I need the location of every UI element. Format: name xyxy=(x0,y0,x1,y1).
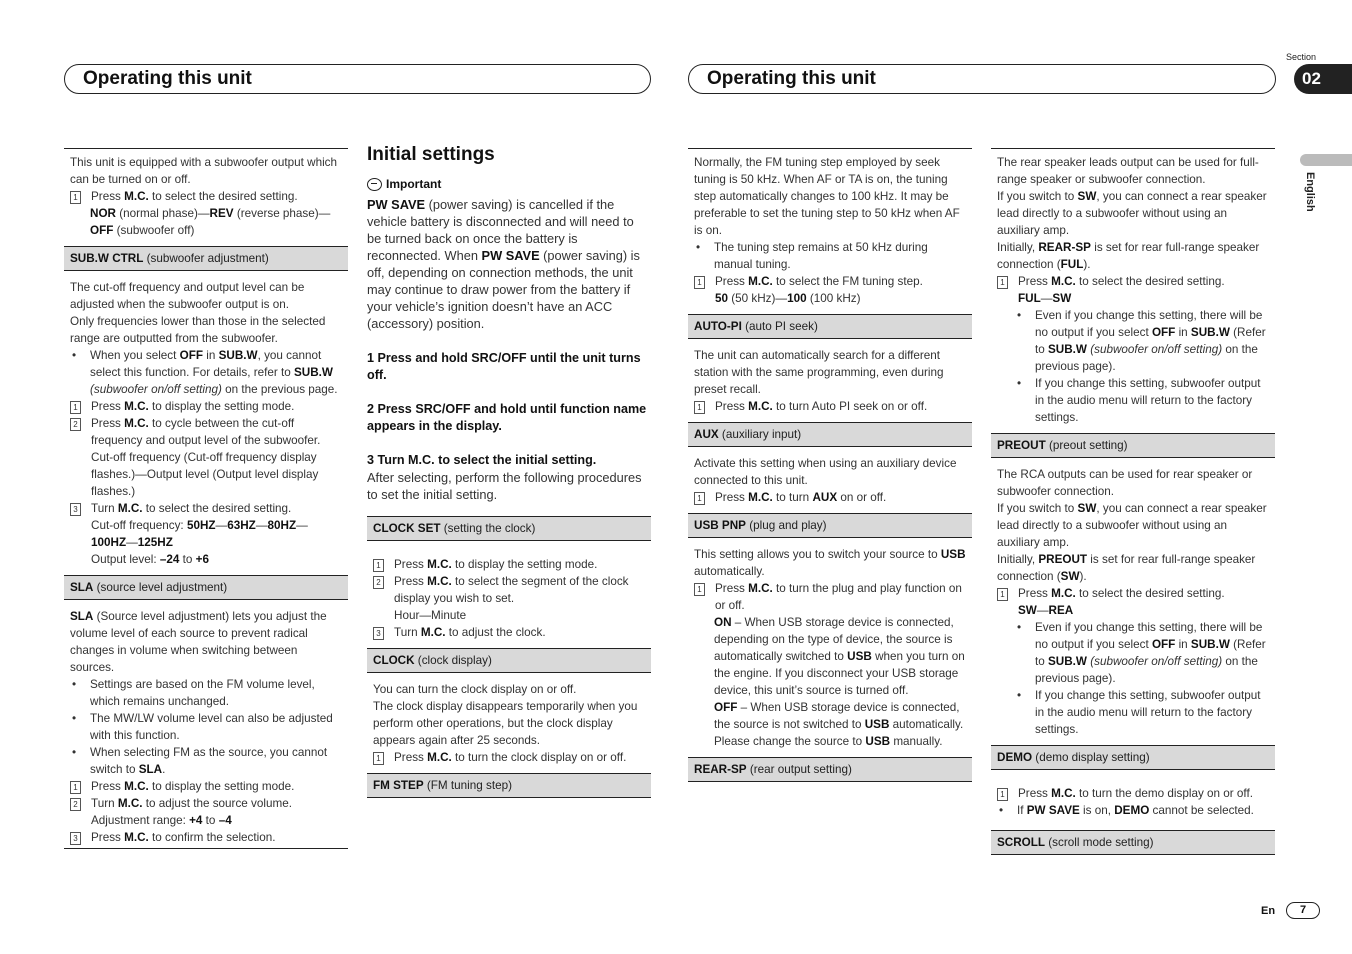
paragraph: SLA (Source level adjustment) lets you adjust the volume level of each source to prevent radical changes in volume when switching between sources. xyxy=(70,610,327,674)
step: 1 Press M.C. to turn the clock display on or off. xyxy=(373,749,645,766)
step-number: 1 xyxy=(70,191,81,204)
subwoofer-options: NOR (normal phase)—REV (reverse phase)— OFF (subwoofer off) xyxy=(90,207,331,237)
step: 1 Press M.C. to turn the demo display on or off. xyxy=(997,785,1269,802)
procedure-step-1: 1 Press and hold SRC/OFF until the unit turns off. xyxy=(367,351,641,382)
paragraph: Initially, PREOUT is set for rear full-range speaker connection (SW). xyxy=(997,553,1256,583)
important-note-heading: Important xyxy=(367,176,651,193)
column-2 xyxy=(367,144,651,806)
bullet-item: • The tuning step remains at 50 kHz during manual tuning. xyxy=(696,241,928,271)
step: 1 Press M.C. to display the setting mode. xyxy=(373,556,645,573)
procedure-step-3: 3 Turn M.C. to select the initial setting. xyxy=(367,453,597,467)
paragraph: Initially, REAR-SP is set for rear full-range speaker connection (FUL). xyxy=(997,241,1260,271)
important-icon xyxy=(367,178,382,191)
page-header-left xyxy=(64,64,651,94)
important-note: PW SAVE (power saving) is cancelled if the vehicle battery is disconnected and will need to be turned back on once the battery is reconnected. When PW SAVE (power saving) is off, depending on connection methods, the unit may continue to draw power from the battery if your vehicle’s ignition doesn’t have an ACC (accessory) position. xyxy=(367,197,640,331)
column-1 xyxy=(64,148,348,849)
step: 1 Press M.C. to turn AUX on or off. xyxy=(694,489,966,506)
paragraph: Only frequencies lower than those in the selected range are outputted from the subwoofer. xyxy=(70,315,326,345)
step: 1 Press M.C. to turn Auto PI seek on or off. xyxy=(694,398,966,415)
section-heading-usb-pnp: USB PNP (plug and play) xyxy=(688,513,972,538)
step: 3 Turn M.C. to select the desired setting. Cut-off frequency: 50HZ—63HZ—80HZ— 100HZ—125HZ Output level: –24 to +6 xyxy=(70,500,342,568)
paragraph: If you switch to SW, you can connect a rear speaker lead directly to a subwoofer without using an auxiliary amp. xyxy=(997,502,1267,549)
page-header-right xyxy=(688,64,1276,94)
subwoofer-intro: This unit is equipped with a subwoofer output which can be turned on or off. xyxy=(70,156,338,186)
bullet-item: • Even if you change this setting, there will be no output if you select OFF in SUB.W (Refer to SUB.W (subwoofer on/off setting) on the previous page). xyxy=(1017,621,1266,685)
step: 1 Press M.C. to select the desired setting. SW—REA xyxy=(997,585,1269,619)
section-title: Initial settings xyxy=(367,144,495,165)
paragraph: Activate this setting when using an auxiliary device connected to this unit. xyxy=(694,457,957,487)
step: 1 Press M.C. to select the desired setting. FUL—SW xyxy=(997,273,1269,307)
paragraph: The clock display disappears temporarily when you perform other operations, but the clock display appears again after 25 seconds. xyxy=(373,700,638,747)
step: 1 Press M.C. to display the setting mode. xyxy=(70,778,342,795)
procedure-step-3-body: After selecting, perform the following procedures to set the initial setting. xyxy=(367,470,642,502)
section-label: Section xyxy=(1286,52,1317,62)
section-heading-preout: PREOUT (preout setting) xyxy=(991,433,1275,458)
section-heading-demo: DEMO (demo display setting) xyxy=(991,745,1275,770)
language-tab xyxy=(1300,154,1352,166)
step: 1 Press M.C. to select the desired setting. xyxy=(70,188,342,205)
bullet-item: • If PW SAVE is on, DEMO cannot be selected. xyxy=(999,804,1254,817)
header-title-right: Operating this unit xyxy=(707,68,876,89)
step: 1 Press M.C. to display the setting mode. xyxy=(70,398,342,415)
paragraph: The cut-off frequency and output level can be adjusted when the subwoofer output is on. xyxy=(70,281,305,311)
paragraph: If you switch to SW, you can connect a rear speaker lead directly to a subwoofer without using an auxiliary amp. xyxy=(997,190,1267,237)
paragraph: The unit can automatically search for a different station with the same programming, even during preset recall. xyxy=(694,349,944,396)
step: 3 Turn M.C. to adjust the clock. xyxy=(373,624,645,641)
section-heading-clock: CLOCK (clock display) xyxy=(367,648,651,673)
bullet-item: • When you select OFF in SUB.W, you cannot select this function. For details, refer to SUB.W (subwoofer on/off setting) on the previous page. xyxy=(72,349,338,396)
step: 1 Press M.C. to turn the plug and play function on or off. xyxy=(694,580,966,614)
step: 2 Turn M.C. to adjust the source volume. Adjustment range: +4 to –4 xyxy=(70,795,342,829)
bullet-item: • When selecting FM as the source, you cannot switch to SLA. xyxy=(72,746,328,776)
section-heading-sla: SLA (source level adjustment) xyxy=(64,575,348,600)
bullet-item: • If you change this setting, subwoofer output in the audio menu will return to the factory settings. xyxy=(1017,377,1261,424)
paragraph: The RCA outputs can be used for rear speaker or subwoofer connection. xyxy=(997,468,1253,498)
section-heading-auto-pi: AUTO-PI (auto PI seek) xyxy=(688,314,972,339)
step: 3 Press M.C. to confirm the selection. xyxy=(70,829,342,846)
usb-off-description: OFF – When USB storage device is connected, the source is not switched to USB automatically. Please change the source to USB manually. xyxy=(714,701,964,748)
section-heading-fm-step: FM STEP (FM tuning step) xyxy=(367,773,651,798)
section-heading-scroll: SCROLL (scroll mode setting) xyxy=(991,830,1275,855)
section-number-badge: 02 xyxy=(1294,64,1352,94)
paragraph: You can turn the clock display on or off. xyxy=(373,683,577,696)
column-4 xyxy=(991,148,1275,863)
procedure-step-2: 2 Press SRC/OFF and hold until function name appears in the display. xyxy=(367,402,647,433)
paragraph: Normally, the FM tuning step employed by seek tuning is 50 kHz. When AF or TA is on, the tuning step automatically changes to 100 kHz. It may be preferable to set the tuning step to 50 kHz when AF is on. xyxy=(694,156,960,237)
section-heading-rear-sp: REAR-SP (rear output setting) xyxy=(688,757,972,782)
bullet-item: • Even if you change this setting, there will be no output if you select OFF in SUB.W (Refer to SUB.W (subwoofer on/off setting) on the previous page). xyxy=(1017,309,1266,373)
paragraph: The rear speaker leads output can be used for full-range speaker or subwoofer connection. xyxy=(997,156,1259,186)
bullet-item: • The MW/LW volume level can also be adjusted with this function. xyxy=(72,712,333,742)
bullet-item: • Settings are based on the FM volume level, which remains unchanged. xyxy=(72,678,315,708)
section-heading-clock-set: CLOCK SET (setting the clock) xyxy=(367,516,651,541)
language-label: English xyxy=(1304,172,1316,212)
step: 1 Press M.C. to select the FM tuning step. 50 (50 kHz)—100 (100 kHz) xyxy=(694,273,966,307)
header-title-left: Operating this unit xyxy=(83,68,252,89)
bullet-item: • If you change this setting, subwoofer output in the audio menu will return to the factory settings. xyxy=(1017,689,1261,736)
footer-language: En xyxy=(1261,905,1276,917)
column-3 xyxy=(688,148,972,790)
section-heading-aux: AUX (auxiliary input) xyxy=(688,422,972,447)
section-heading-subw-ctrl: SUB.W CTRL (subwoofer adjustment) xyxy=(64,246,348,271)
page-number: 7 xyxy=(1286,902,1320,919)
paragraph: This setting allows you to switch your source to USB automatically. xyxy=(694,548,966,578)
usb-on-description: ON – When USB storage device is connected, depending on the type of device, the source is automatically switched to USB when you turn on the engine. If you disconnect your USB storage device, this unit’s source is turned off. xyxy=(714,616,965,697)
step: 2 Press M.C. to select the segment of the clock display you wish to set. Hour—Minute xyxy=(373,573,645,624)
step: 2 Press M.C. to cycle between the cut-off frequency and output level of the subwoofer. Cut-off frequency (Cut-off frequency display flashes.)—Output level (Output level display flashes.) xyxy=(70,415,342,500)
